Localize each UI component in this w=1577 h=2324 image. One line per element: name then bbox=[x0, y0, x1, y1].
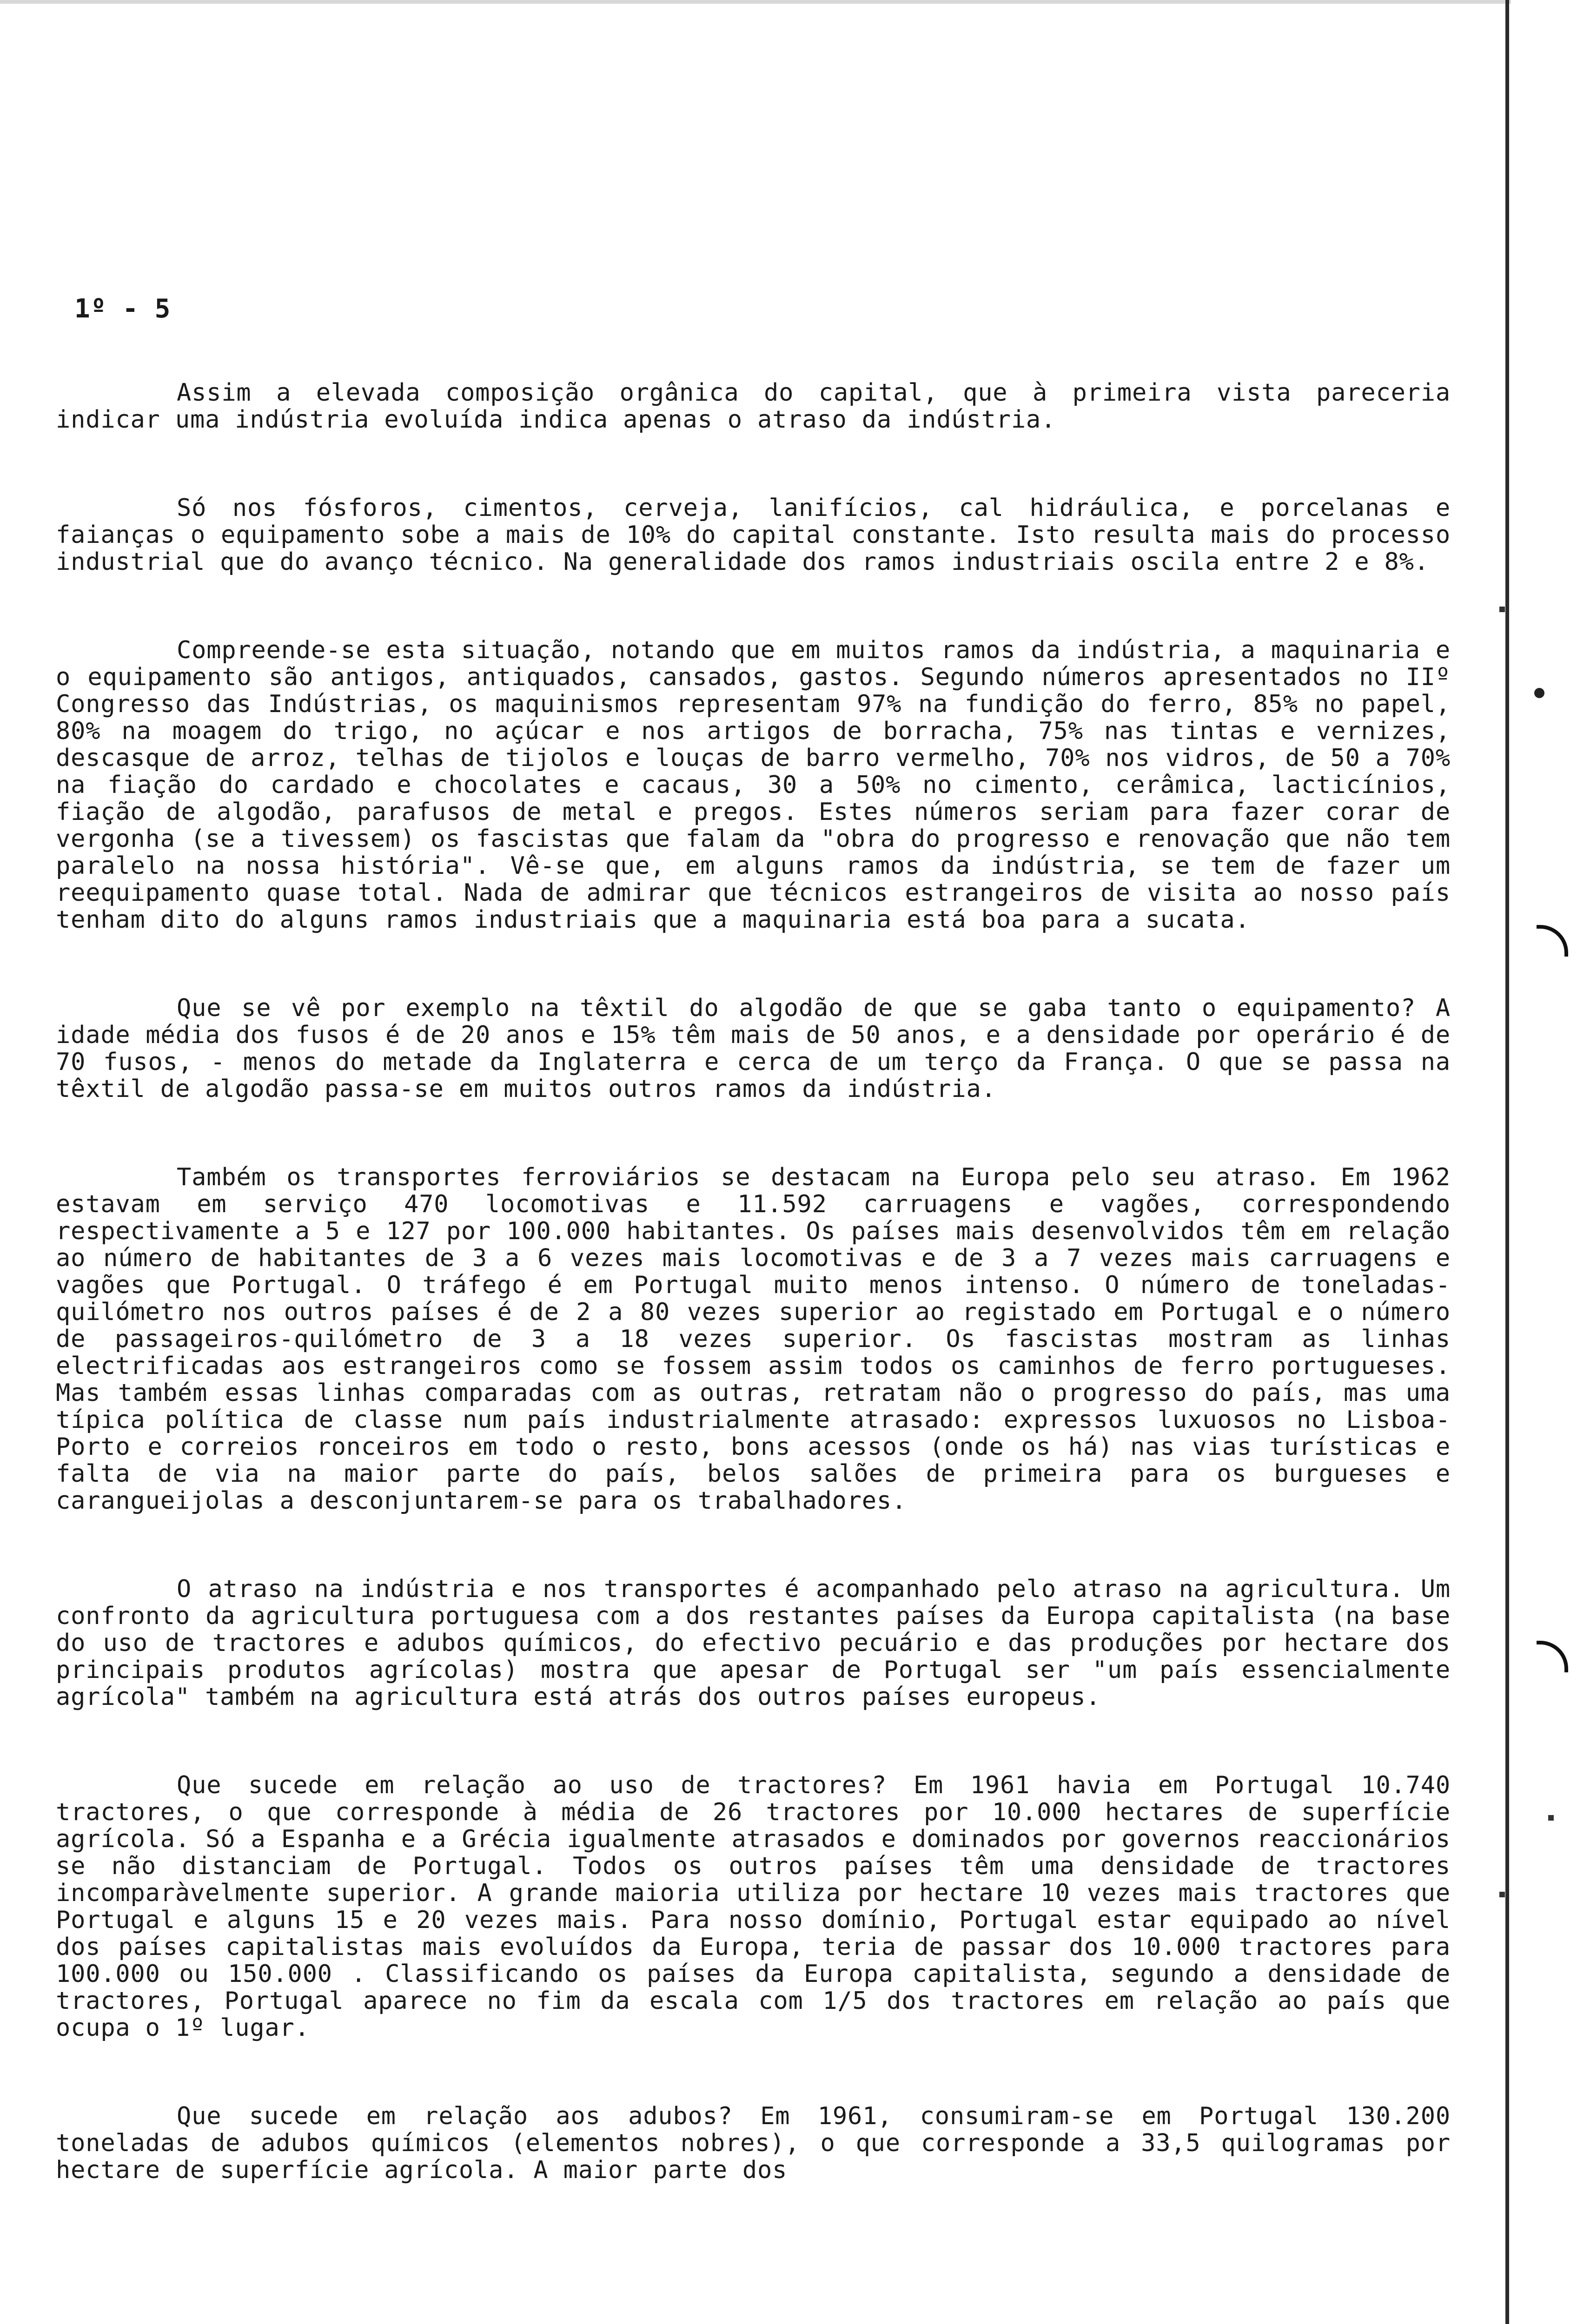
margin-bracket-mark bbox=[1537, 925, 1568, 957]
paragraph: Que se vê por exemplo na têxtil do algodão de que se gaba tanto o equipamento? A idade média dos fusos é de 20 anos e 15% têm mais de 50 anos, e a densidade por operário é de 70 fusos, - menos do metade da Inglaterra e cerca de um terço da França. O que se passa na têxtil de algodão passa-se em muitos outros ramos da indústria. bbox=[56, 994, 1466, 1103]
punch-hole-mark bbox=[1534, 688, 1544, 698]
page-number: 1º - 5 bbox=[74, 294, 171, 324]
paragraph: Que sucede em relação ao uso de tractores? Em 1961 havia em Portugal 10.740 tractores, o que corresponde à média de 26 tractores por 10.000 hectares de superfície agrícola. Só a Espanha e a Grécia igualmente atrasados e dominados por governos reaccionários se não distanciam de Portugal. Todos os outros países têm uma densidade de tractores incomparàvelmente superior. A grande maioria utiliza por hectare 10 vezes mais tractores que Portugal e alguns 15 e 20 vezes mais. Para nosso domínio, Portugal estar equipado ao nível dos países capitalistas mais evoluídos da Europa, teria de passar dos 10.000 tractores para 100.000 ou 150.000 . Classificando os países da Europa capitalista, segundo a densidade de tractores, Portugal aparece no fim da escala com 1/5 dos tractores em relação ao país que ocupa o 1º lugar. bbox=[56, 1771, 1466, 2042]
scan-top-edge bbox=[0, 0, 1511, 4]
paragraph: Só nos fósforos, cimentos, cerveja, lanifícios, cal hidráulica, e porcelanas e faianças o equipamento sobe a mais de 10% do capital constante. Isto resulta mais do processo industrial que do avanço técnico. Na generalidade dos ramos industriais oscila entre 2 e 8%. bbox=[56, 494, 1466, 576]
right-margin-line bbox=[1505, 0, 1509, 2324]
margin-tick-mark bbox=[1548, 1815, 1554, 1821]
paragraph: Também os transportes ferroviários se destacam na Europa pelo seu atraso. Em 1962 estavam em serviço 470 locomotivas e 11.592 carruagens e vagões, correspondendo respectivamente a 5 e 127 por 100.000 habitantes. Os países mais desenvolvidos têm em relação ao número de habitantes de 3 a 6 vezes mais locomotivas e de 3 a 7 vezes mais carruagens e vagões que Portugal. O tráfego é em Portugal muito menos intenso. O número de toneladas-quilómetro nos outros países é de 2 a 80 vezes superior ao registado em Portugal e o número de passageiros-quilómetro de 3 a 18 vezes superior. Os fascistas mostram as linhas electrificadas aos estrangeiros como se fossem assim todos os caminhos de ferro portugueses. Mas também essas linhas comparadas com as outras, retratam não o progresso do país, mas uma típica política de classe num país industrialmente atrasado: expressos luxuosos no Lisboa-Porto e correios ronceiros em todo o resto, bons acessos (onde os há) nas vias turísticas e falta de via na maior parte do país, belos salões de primeira para os burgueses e carangueijolas a desconjuntarem-se para os trabalhadores. bbox=[56, 1163, 1466, 1515]
margin-tick-mark bbox=[1499, 1892, 1505, 1897]
paragraph: O atraso na indústria e nos transportes é acompanhado pelo atraso na agricultura. Um confronto da agricultura portuguesa com a dos restantes países da Europa capitalista (na base do uso de tractores e adubos químicos, do efectivo pecuário e das produções por hectare dos principais produtos agrícolas) mostra que apesar de Portugal ser "um país essencialmente agrícola" também na agricultura está atrás dos outros países europeus. bbox=[56, 1575, 1466, 1711]
paragraph: Compreende-se esta situação, notando que em muitos ramos da indústria, a maquinaria e o equipamento são antigos, antiquados, cansados, gastos. Segundo números apresentados no IIº Congresso das Indústrias, os maquinismos representam 97% na fundição do ferro, 85% no papel, 80% na moagem do trigo, no açúcar e nos artigos de borracha, 75% nas tintas e vernizes, descasque de arroz, telhas de tijolos e louças de barro vermelho, 70% nos vidros, de 50 a 70% na fiação do cardado e chocolates e cacaus, 30 a 50% no cimento, cerâmica, lacticínios, fiação de algodão, parafusos de metal e pregos. Estes números seriam para fazer corar de vergonha (se a tivessem) os fascistas que falam da "obra do progresso e renovação que não tem paralelo na nossa história". Vê-se que, em alguns ramos da indústria, se tem de fazer um reequipamento quase total. Nada de admirar que técnicos estrangeiros de visita ao nosso país tenham dito do alguns ramos industriais que a maquinaria está boa para a sucata. bbox=[56, 636, 1466, 934]
paragraph: Que sucede em relação aos adubos? Em 1961, consumiram-se em Portugal 130.200 toneladas de adubos químicos (elementos nobres), o que corresponde a 33,5 quilogramas por hectare de superfície agrícola. A maior parte dos bbox=[56, 2102, 1466, 2184]
typed-text-body bbox=[56, 242, 1466, 2245]
margin-tick-mark bbox=[1499, 607, 1505, 612]
paragraph: Assim a elevada composição orgânica do capital, que à primeira vista pareceria indicar uma indústria evoluída indica apenas o atraso da indústria. bbox=[56, 379, 1466, 434]
margin-bracket-mark bbox=[1537, 1641, 1568, 1672]
